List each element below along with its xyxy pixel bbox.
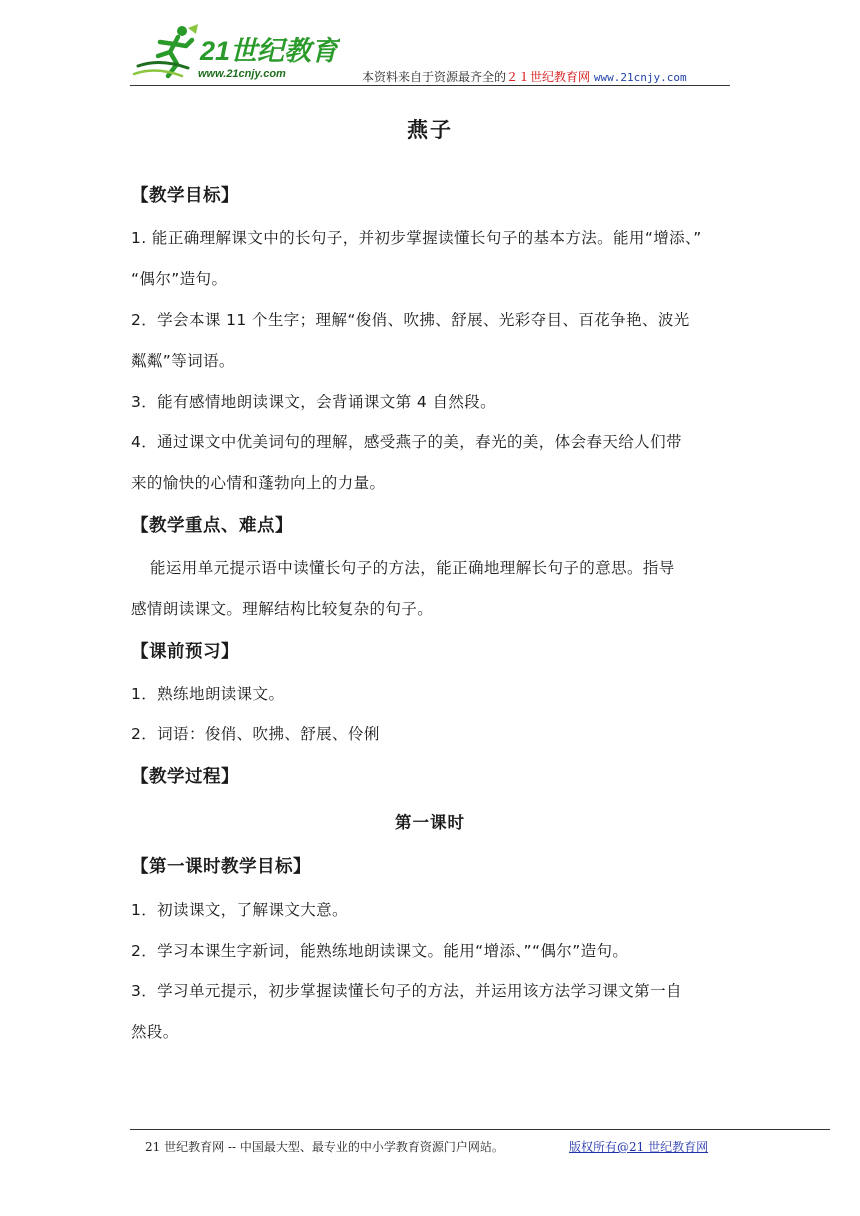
goal-line: 3．能有感情地朗读课文，会背诵课文第 4 自然段。 <box>131 393 497 411</box>
footer-copyright-link[interactable]: 版权所有@21 世纪教育网 <box>569 1140 709 1154</box>
goal-line: 4．通过课文中优美词句的理解，感受燕子的美，春光的美，体会春天给人们带 <box>131 433 682 451</box>
logo-url: www.21cnjy.com <box>198 68 286 80</box>
goal-line: 1. 能正确理解课文中的长句子，并初步掌握读懂长句子的基本方法。能用“增添、” <box>131 229 702 247</box>
section-heading-key-points: 【教学重点、难点】 <box>131 516 293 536</box>
footer-divider <box>130 1129 830 1130</box>
section-heading-lesson1-goals: 【第一课时教学目标】 <box>131 857 311 877</box>
lesson1-goal-line: 1．初读课文，了解课文大意。 <box>131 901 348 919</box>
footer-description: 21 世纪教育网 -- 中国最大型、最专业的中小学教育资源门户网站。 <box>145 1140 504 1154</box>
header-source-note <box>362 68 687 85</box>
lesson1-goal-line: 3．学习单元提示，初步掌握读懂长句子的方法，并运用该方法学习课文第一自 <box>131 982 682 1000</box>
key-point-line: 感情朗读课文。理解结构比较复杂的句子。 <box>131 600 434 618</box>
section-heading-goals: 【教学目标】 <box>131 186 239 206</box>
goal-line: 粼粼”等词语。 <box>131 352 235 370</box>
header-note-url[interactable]: www.21cnjy.com <box>593 71 687 84</box>
goal-line: 2．学会本课 11 个生字；理解“俊俏、吹拂、舒展、光彩夺目、百花争艳、波光 <box>131 311 690 329</box>
lesson1-goal-line: 2．学习本课生字新词，能熟练地朗读课文。能用“增添、”“偶尔”造句。 <box>131 942 629 960</box>
site-logo[interactable] <box>130 22 340 82</box>
logo-wordmark: 21世纪教育 <box>200 36 339 66</box>
lesson1-goal-line: 然段。 <box>131 1023 179 1041</box>
goal-line: 来的愉快的心情和蓬勃向上的力量。 <box>131 474 386 492</box>
key-point-line: 能运用单元提示语中读懂长句子的方法，能正确地理解长句子的意思。指导 <box>150 559 675 577</box>
header-note-prefix: 本资料来自于资源最齐全的 <box>362 70 507 84</box>
document-title: 燕子 <box>407 118 453 142</box>
preview-line: 1．熟练地朗读课文。 <box>131 685 285 703</box>
preview-line: 2．词语：俊俏、吹拂、舒展、伶俐 <box>131 725 380 743</box>
section-heading-preview: 【课前预习】 <box>131 642 239 662</box>
header-divider <box>130 85 730 86</box>
runner-icon <box>134 24 198 76</box>
section-heading-process: 【教学过程】 <box>131 767 239 787</box>
header-note-brand: ２１世纪教育网 <box>506 70 591 84</box>
goal-line: “偶尔”造句。 <box>131 270 228 288</box>
page-header <box>130 22 730 86</box>
lesson-title: 第一课时 <box>395 813 465 832</box>
